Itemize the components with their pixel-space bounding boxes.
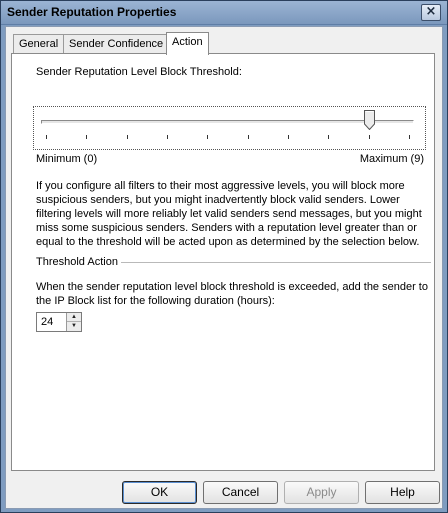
- slider-tick: [207, 135, 208, 139]
- slider-track: [41, 120, 414, 124]
- tab-sender-confidence[interactable]: Sender Confidence: [63, 34, 169, 54]
- apply-button[interactable]: Apply: [284, 481, 359, 504]
- threshold-label: Sender Reputation Level Block Threshold:: [36, 66, 242, 78]
- down-arrow-icon[interactable]: ▼: [67, 322, 81, 331]
- duration-instruction: When the sender reputation level block threshold is exceeded, add the sender to the IP Block list for the following duration (hours):: [36, 281, 428, 307]
- tab-general[interactable]: General: [13, 34, 64, 54]
- title-bar[interactable]: [1, 1, 447, 25]
- close-icon[interactable]: ×: [421, 4, 441, 21]
- threshold-slider[interactable]: [33, 106, 426, 150]
- group-separator: [121, 262, 431, 264]
- cancel-button[interactable]: Cancel: [203, 481, 278, 504]
- tab-panel-action: [11, 53, 435, 471]
- window-title: Sender Reputation Properties: [7, 5, 177, 19]
- help-button[interactable]: Help: [365, 481, 440, 504]
- slider-tick: [127, 135, 128, 139]
- slider-max-label: Maximum (9): [359, 153, 424, 165]
- ok-button[interactable]: OK: [122, 481, 197, 504]
- slider-tick: [46, 135, 47, 139]
- stepper-buttons: [66, 313, 81, 331]
- slider-min-label: Minimum (0): [36, 153, 98, 165]
- up-arrow-icon[interactable]: ▲: [67, 313, 81, 322]
- slider-tick: [86, 135, 87, 139]
- threshold-action-heading: Threshold Action: [36, 256, 118, 268]
- tab-action[interactable]: Action: [166, 32, 209, 55]
- slider-tick: [369, 135, 370, 139]
- dialog-buttons: [6, 481, 444, 507]
- slider-tick: [288, 135, 289, 139]
- slider-tick: [248, 135, 249, 139]
- duration-input[interactable]: 24: [41, 316, 54, 328]
- slider-tick: [409, 135, 410, 139]
- dialog-client-area: [5, 26, 443, 509]
- slider-tick: [167, 135, 168, 139]
- slider-thumb[interactable]: [364, 110, 375, 130]
- description-text: If you configure all filters to their most aggressive levels, you will block more suspicious senders, but you might inadvertently block valid senders. Lower filtering levels will more reliably let valid senders send messages, but you might miss some suspicious senders. Senders with a reputation level greater than or equal to the threshold will be acted upon as determined by the selection below.: [36, 180, 422, 248]
- slider-tick: [328, 135, 329, 139]
- duration-stepper[interactable]: [36, 312, 82, 332]
